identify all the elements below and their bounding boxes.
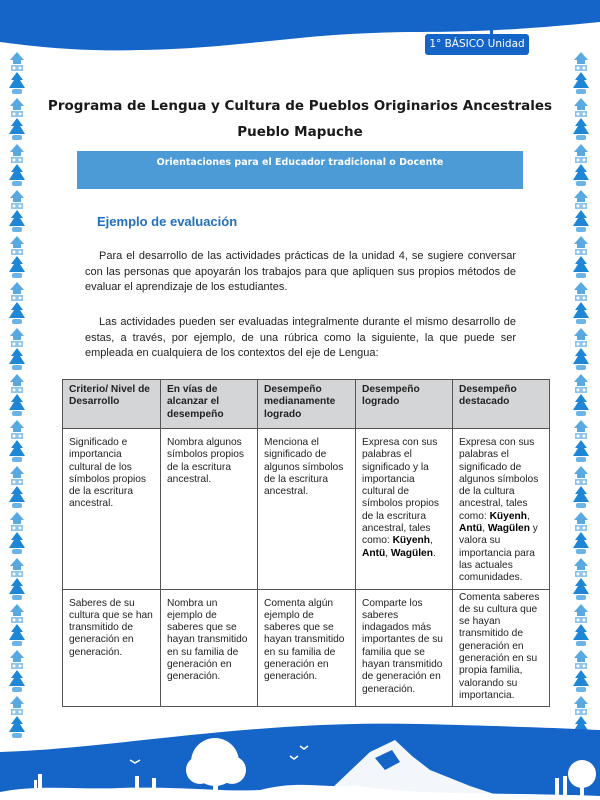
cell-en-vias: Nombra un ejemplo de saberes que se hayan transmitido en su familia de generación en generación.: [161, 589, 258, 707]
keyword-wagulen: Wagülen: [390, 547, 433, 559]
header-logrado: Desempeño logrado: [356, 380, 453, 429]
cell-logrado: Comparte los saberes indagados más importantes de su familia que se hayan transmitido de generación en generación.: [356, 589, 453, 707]
keyword-kuyenh: Küyenh: [489, 510, 527, 522]
separator: ,: [482, 523, 488, 535]
header-criterion: Criterio/ Nivel de Desarrollo: [63, 380, 161, 429]
cell-en-vias: Nombra algunos símbolos propios de la escritura ancestral.: [161, 429, 258, 590]
section-heading: Ejemplo de evaluación: [97, 214, 238, 229]
table-row: [63, 589, 550, 707]
header-en-vias: En vías de alcanzar el desempeño: [161, 380, 258, 429]
evaluation-rubric-table: [62, 379, 550, 707]
cell-destacado: [453, 429, 550, 590]
cell-text: Expresa con sus palabras el significado y la importancia cultural de símbolos propios de la escritura ancestral, tales como:: [362, 437, 440, 547]
cell-medianamente: Menciona el significado de algunos símbolos de la escritura ancestral.: [258, 429, 356, 590]
people-subtitle: Pueblo Mapuche: [237, 124, 363, 140]
intro-paragraph: Para el desarrollo de las actividades prácticas de la unidad 4, se sugiere conversar con las personas que apoyarán los trabajos para que apliquen sus propios métodos de evaluar el aprendizaje de los estudiantes.: [85, 250, 516, 293]
rubric-intro-paragraph: Las actividades pueden ser evaluadas integralmente durante el mismo desarrollo de estas, a través, por ejemplo, de una rúbrica como la siguiente, la que puede ser empleada en cualquiera de los contextos del eje de Lengua:: [85, 316, 516, 359]
cell-criterion: Saberes de su cultura que se han transmitido de generación en generación.: [63, 589, 161, 707]
keyword-antu: Antü: [362, 547, 386, 559]
cell-medianamente: Comenta algún ejemplo de saberes que se hayan transmitido en su familia de generación en generación.: [258, 589, 356, 707]
cell-criterion: Significado e importancia cultural de los símbolos propios de la escritura ancestral.: [63, 429, 161, 590]
program-title: Programa de Lengua y Cultura de Pueblos Originarios Ancestrales: [47, 98, 553, 114]
cell-logrado: [356, 429, 453, 590]
cell-destacado: Comenta saberes de su cultura que se hayan transmitido de generación en generación en su propia familia, valorando su importancia.: [453, 589, 550, 707]
separator: ,: [385, 547, 391, 559]
header-medianamente: Desempeño medianamente logrado: [258, 380, 356, 429]
table-row: [63, 429, 550, 590]
banner-text: Orientaciones para el Educador tradicional o Docente: [156, 157, 444, 168]
mapuche-ornament-border-right: [570, 50, 592, 740]
table-header-row: [63, 380, 550, 429]
separator: ,: [526, 510, 530, 522]
cell-text: y valora su importancia para las actuales comunidades.: [459, 523, 538, 584]
keyword-wagulen: Wagülen: [487, 523, 530, 535]
keyword-antu: Antü: [459, 523, 483, 535]
header-destacado: Desempeño destacado: [453, 380, 550, 429]
separator: ,: [429, 535, 433, 547]
cell-text: Expresa con sus palabras el significado de algunos símbolos de la cultura ancestral, tales como:: [459, 437, 539, 522]
unit-badge: 1° BÁSICO Unidad 4: [425, 34, 529, 55]
cell-text: .: [432, 547, 436, 559]
orientation-banner: [77, 151, 523, 189]
keyword-kuyenh: Küyenh: [392, 535, 430, 547]
mapuche-ornament-border-left: [6, 50, 28, 740]
footer-landscape-decoration: [0, 700, 600, 800]
